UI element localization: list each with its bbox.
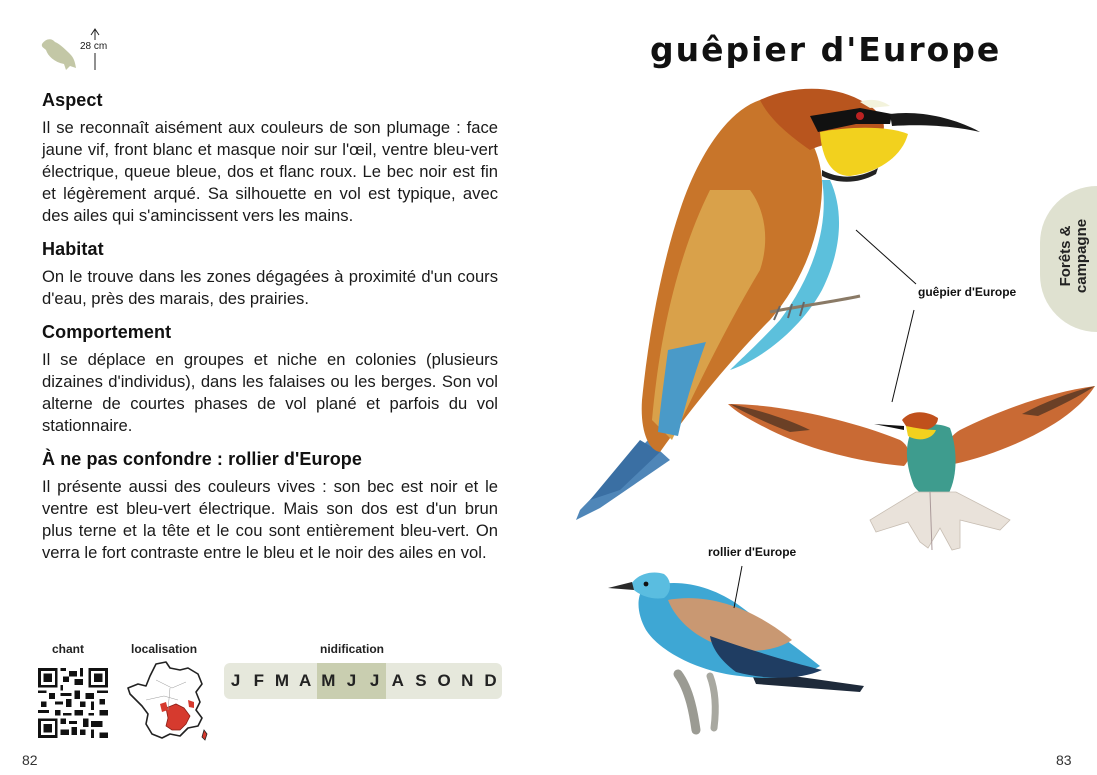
qr-code-icon[interactable] [38, 668, 108, 738]
flying-bee-eater-illustration [728, 386, 1095, 550]
month-apr: A [298, 671, 312, 690]
leader-line-flying [892, 310, 914, 402]
nesting-calendar [224, 663, 502, 699]
size-label: 28 cm [80, 41, 108, 52]
section-confusion [42, 449, 498, 564]
france-map-icon [126, 660, 210, 742]
section-heading: Habitat [42, 239, 104, 259]
leader-line-perched [856, 230, 916, 284]
description-column [42, 90, 498, 576]
month-jul: J [363, 663, 386, 699]
section-text: On le trouve dans les zones dégagées à proximité d'un cours d'eau, près des marais, des prairies. [42, 267, 498, 308]
section-aspect [42, 90, 498, 227]
month-aug: A [391, 671, 404, 690]
month-jun: J [340, 663, 363, 699]
month-mar: M [274, 671, 290, 690]
nidification-label: nidification [320, 642, 384, 656]
callout-roller: rollier d'Europe [708, 545, 797, 559]
month-nov: N [461, 671, 474, 690]
month-dec: D [484, 671, 497, 690]
page-number-left: 82 [22, 752, 38, 768]
month-feb: F [253, 671, 264, 690]
section-tab-line1: Forêts & [1057, 225, 1074, 287]
month-sep: S [415, 671, 427, 690]
section-heading: Aspect [42, 90, 103, 110]
section-text: Il se déplace en groupes et niche en colonies (plusieurs dizaines d'individus), dans les falaises ou les berges. Son vol alterne de courtes phases de vol plané et parfois du vol stationnaire. [42, 350, 498, 435]
section-habitat [42, 239, 498, 310]
leader-line-roller [734, 566, 742, 608]
section-heading: À ne pas confondre : rollier d'Europe [42, 449, 363, 469]
callout-bee-eater: guêpier d'Europe [918, 285, 1017, 299]
section-tab-line2: campagne [1073, 218, 1090, 294]
localisation-label: localisation [131, 642, 198, 656]
section-heading: Comportement [42, 322, 172, 342]
section-text: Il se reconnaît aisément aux couleurs de son plumage : face jaune vif, front blanc et masque noir sur l'œil, ventre bleu-vert électrique, queue bleue, dos et flanc roux. Le bec noir est fin et légèrement arqué. Sa silhouette en vol est typique, avec des ailes qui s'amincissent vers les mains. [42, 118, 498, 225]
chant-label: chant [52, 642, 85, 656]
page-number-right: 83 [1056, 752, 1072, 768]
page-title: guêpier d'Europe [650, 30, 1002, 69]
section-comportement [42, 322, 498, 437]
section-text: Il présente aussi des couleurs vives : son bec est noir et le ventre est bleu-vert électrique. Mais son dos est d'un brun plus terne et la tête et le cou sont entièrement bleu-vert. On verra le fort contraste entre le bleu et le noir des ailes en vol. [42, 477, 498, 562]
month-may: M [317, 663, 340, 699]
illustrations [560, 80, 1097, 740]
month-oct: O [437, 671, 451, 690]
month-jan: J [230, 671, 241, 690]
